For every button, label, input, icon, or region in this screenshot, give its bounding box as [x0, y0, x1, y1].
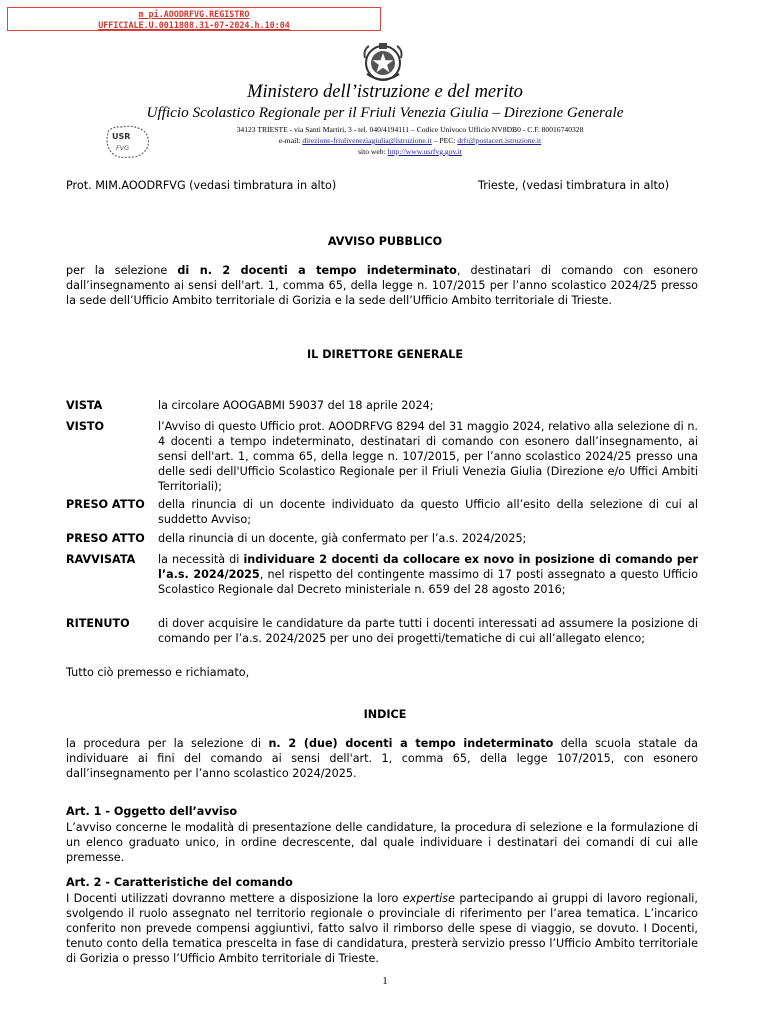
indice-title: INDICE	[363, 708, 407, 721]
avviso-text-bold: di n. 2 docenti a tempo indeterminato	[177, 264, 457, 277]
avviso-text-a: per la selezione	[66, 264, 178, 277]
office-title: Ufficio Scolastico Regionale per il Friuli Venezia Giulia – Direzione Generale	[146, 104, 624, 121]
premise-text: della rinuncia di un docente individuato da questo Ufficio all’esito della selezione di cui al suddetto Avviso;	[158, 498, 698, 526]
office-website	[180, 146, 640, 157]
article-2-text-italic: expertise	[402, 892, 455, 905]
direttore-title: IL DIRETTORE GENERALE	[307, 348, 463, 361]
indice-text-c: della scuola statale da individuare ai fini del comando ai sensi dell'art. 1, comma 65, della legge 107/2015, con esonero dall’insegnamento per l’anno scolastico 2024/2025.	[66, 737, 698, 780]
email-link[interactable]: direzione-friuliveneziagiulia@istruzione.it	[302, 136, 432, 145]
stamp-line-1: m_pi.AOODRFVG.REGISTRO	[138, 9, 250, 19]
indice-paragraph	[66, 736, 698, 781]
usr-map-icon	[102, 122, 154, 162]
avviso-title: AVVISO PUBBLICO	[327, 235, 443, 248]
pec-label: – PEC:	[431, 136, 458, 145]
place-date: Trieste, (vedasi timbratura in alto)	[478, 179, 670, 192]
closing-line: Tutto ciò premesso e richiamato,	[66, 666, 250, 679]
avviso-text-c: , destinatari di comando con esonero dall’insegnamento ai sensi dell'art. 1, comma 65, della legge n. 107/2015 per l’anno scolastico 2024/25 presso la sede dell’Ufficio Ambito territoriale di Gorizia e la sede dell’Ufficio Ambito territoriale di Trieste.	[66, 264, 699, 307]
premise-text: della rinuncia di un docente, già confermato per l’a.s. 2024/2025;	[158, 532, 527, 545]
premise-text-bold: individuare 2 docenti da collocare ex novo in posizione di comando per l’a.s. 2024/2025	[158, 553, 699, 581]
italian-emblem-icon	[360, 40, 406, 86]
office-contacts	[180, 135, 640, 146]
premise-keyword: PRESO ATTO	[66, 532, 145, 545]
site-label: sito web:	[358, 147, 388, 156]
site-link[interactable]: http://www.usrfvg.gov.it	[387, 147, 462, 156]
premise-text-a: la necessità di	[158, 553, 244, 566]
stamp-line-2: UFFICIALE.U.0011808.31-07-2024.h.10:04	[98, 20, 290, 30]
article-1-text: L’avviso concerne le modalità di presentazione delle candidature, la procedura di selezione e la formulazione di un elenco graduato unico, in ordine decrescente, dal quale individuare i destinatari dei comandi di cui alle premesse.	[66, 821, 698, 864]
premise-keyword: VISTO	[66, 420, 105, 433]
article-2-title: Art. 2 - Caratteristiche del comando	[66, 876, 293, 889]
usr-fvg-logo	[102, 122, 154, 162]
premise-text-c: , nel rispetto del contingente massimo di 17 posti assegnato a questo Ufficio Scolastico Regionale dal Decreto ministeriale n. 659 del 28 agosto 2016;	[158, 568, 698, 596]
avviso-paragraph	[66, 263, 698, 308]
premise-text	[158, 552, 698, 597]
premise-text: la circolare AOOGABMI 59037 del 18 aprile 2024;	[158, 399, 434, 412]
premise-keyword: PRESO ATTO	[66, 498, 145, 511]
office-address: 34123 TRIESTE - via Santi Martiri, 3 - tel. 040/4194111 – Codice Univoco Ufficio NV8DB0 - C.F. 80016740328	[236, 125, 584, 134]
article-1-title: Art. 1 - Oggetto dell’avviso	[66, 805, 238, 818]
premise-keyword: VISTA	[66, 399, 103, 412]
ministry-title: Ministero dell’istruzione e del merito	[247, 82, 523, 102]
pec-link[interactable]: drfr@postacert.istruzione.it	[457, 136, 542, 145]
protocol-stamp	[7, 7, 381, 31]
article-2-text-b: partecipando ai gruppi di lavoro regionali, svolgendo il ruolo assegnato nel territorio regionale o provinciale di riferimento per l’area tematica. L’incarico conferito non prevede compensi aggiuntivi, fatto salvo il rimborso delle spese di viaggio, se dovuto. I Docenti, tenuto conto della tematica prescelta in fase di candidatura, presterà servizio presso l’Ufficio Ambito territoriale di Gorizia o presso l’Ufficio Ambito territoriale di Trieste.	[66, 892, 698, 965]
article-2-text	[66, 891, 698, 966]
premise-keyword: RITENUTO	[66, 617, 130, 630]
protocol-number: Prot. MIM.AOODRFVG (vedasi timbratura in alto)	[66, 179, 337, 192]
logo-usr-text: USR	[112, 132, 131, 141]
premise-text: di dover acquisire le candidature da parte tutti i docenti interessati ad assumere la posizione di comando per l’a.s. 2024/2025 per uno dei progetti/tematiche di cui all’allegato elenco;	[158, 617, 698, 645]
premise-text: l’Avviso di questo Ufficio prot. AOODRFVG 8294 del 31 maggio 2024, relativo alla selezione di n. 4 docenti a tempo indeterminato, destinatari di comando con esonero dall’insegnamento, ai sensi dell'art. 1, comma 65, della legge n. 107/2015, per l’anno scolastico 2024/25 presso una delle sedi dell'Ufficio Scolastico Regionale per il Friuli Venezia Giulia (Direzione e/o Uffici Ambiti Territoriali);	[158, 420, 698, 493]
page-number: 1	[382, 975, 388, 987]
premise-keyword: RAVVISATA	[66, 553, 136, 566]
email-label: e-mail:	[278, 136, 303, 145]
indice-text-a: la procedura per la selezione di	[66, 737, 269, 750]
logo-fvg-text: FVG	[116, 144, 130, 152]
article-2-text-a: I Docenti utilizzati dovranno mettere a disposizione la loro	[66, 892, 403, 905]
indice-text-bold: n. 2 (due) docenti a tempo indeterminato	[268, 737, 554, 750]
